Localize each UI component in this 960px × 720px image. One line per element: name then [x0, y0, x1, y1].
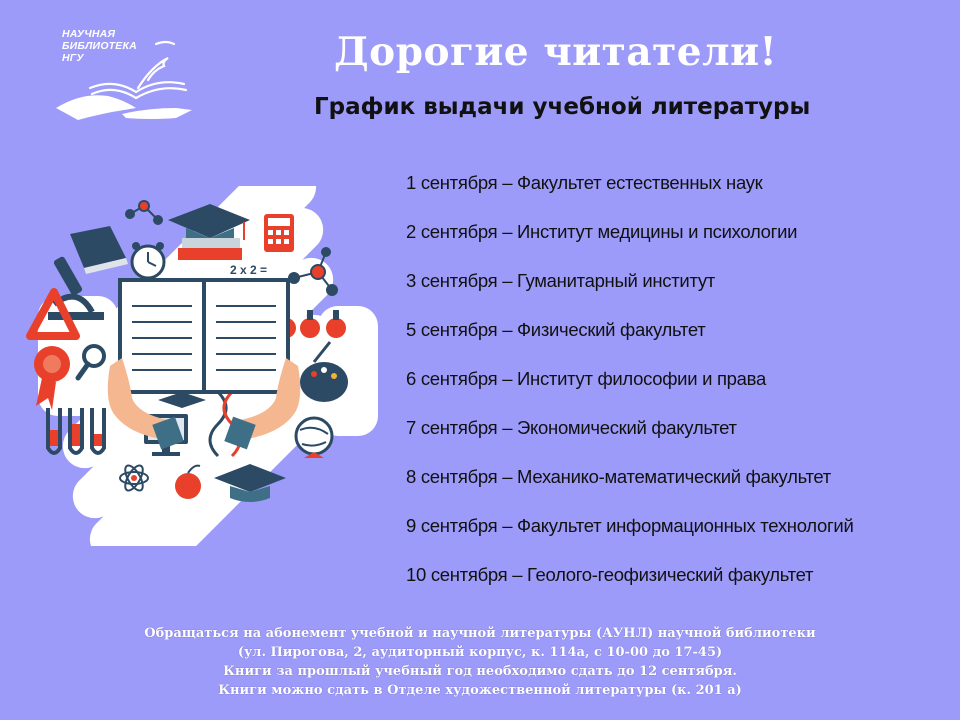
schedule-item: 10 сентября – Геолого-геофизический факультет [406, 563, 814, 585]
schedule-item: 8 сентября – Механико-математический факультет [406, 465, 831, 487]
schedule-item: 7 сентября – Экономический факультет [406, 416, 737, 438]
globe-icon [296, 418, 332, 458]
calculator-icon [264, 214, 294, 252]
open-book-icon [120, 280, 288, 392]
schedule-list [406, 158, 853, 599]
logo-line: БИБЛИОТЕКА [62, 40, 137, 52]
formula-text: 2 x 2 = [230, 263, 268, 277]
logo-line: НАУЧНАЯ [62, 28, 116, 40]
alarm-clock-icon [132, 242, 164, 278]
schedule-item: 6 сентября – Институт философии и права [406, 367, 766, 389]
page-subtitle: График выдачи учебной литературы [314, 94, 811, 120]
footer-info [0, 624, 960, 700]
stacked-books-icon [178, 238, 242, 260]
footer-line: (ул. Пирогова, 2, аудиторный корпус, к. 114а, с 10-00 до 17-45) [237, 645, 723, 660]
footer-line: Обращаться на абонемент учебной и научной литературы (АУНЛ) научной библиотеки [144, 626, 816, 641]
book-icon [70, 226, 128, 274]
schedule-item: 5 сентября – Физический факультет [406, 318, 706, 340]
education-illustration [18, 186, 392, 546]
logo-text [62, 28, 137, 64]
molecule-icon [126, 201, 162, 224]
schedule-item: 3 сентября – Гуманитарный институт [406, 269, 715, 291]
footer-line: Книги за прошлый учебный год необходимо сдать до 12 сентября. [223, 664, 737, 679]
schedule-item: 2 сентября – Институт медицины и психологии [406, 220, 798, 242]
page-title: Дорогие читатели! [334, 29, 778, 75]
schedule-item: 1 сентября – Факультет естественных наук [406, 171, 763, 193]
schedule-item: 9 сентября – Факультет информационных технологий [406, 514, 854, 536]
logo-line: НГУ [62, 52, 84, 64]
footer-line: Книги можно сдать в Отделе художественной литературы (к. 201 а) [218, 683, 742, 698]
